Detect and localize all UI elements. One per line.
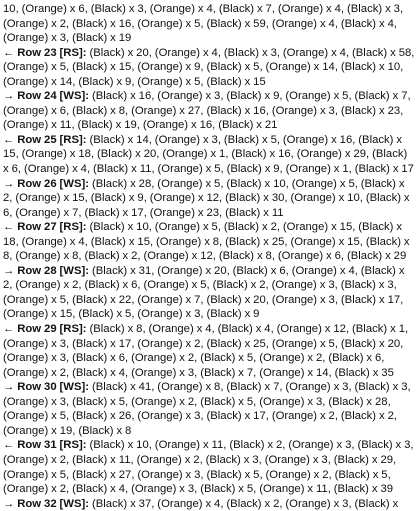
- row-text: 10, (Orange) x 6, (Black) x 3, (Orange) x 4, (Black) x 7, (Orange) x 4, (Black) x 3, (Orange) x 2, (Black) x 16, (Orange) x 5, (Black) x 59, (Orange) x 4, (Black) x 4, (Orange) x 3, (Black) x 19: [3, 3, 404, 45]
- row-28: [3, 264, 415, 322]
- row-24: [3, 89, 415, 133]
- row-22-continuation: [3, 2, 415, 46]
- row-32: [3, 497, 415, 511]
- row-text: (Black) x 20, (Orange) x 4, (Black) x 3, (Orange) x 4, (Black) x 58, (Orange) x 5, (Black) x 15, (Orange) x 9, (Black) x 5, (Orange) x 14, (Black) x 10, (Orange) x 14, (Black) x 9, (Orange) x 5, (Black) x 15: [3, 46, 415, 88]
- right-arrow-icon: →: [3, 381, 15, 394]
- row-23: [3, 46, 415, 90]
- row-label: Row 30 [WS]:: [17, 381, 90, 394]
- row-25: [3, 133, 415, 177]
- row-26: [3, 177, 415, 221]
- row-text: (Black) x 28, (Orange) x 5, (Black) x 10, (Orange) x 5, (Black) x 2, (Orange) x 15, (Black) x 9, (Orange) x 12, (Black) x 30, (Orange) x 10, (Black) x 6, (Orange) x 7, (Black) x 17, (Orange) x 23, (Black) x 11: [3, 177, 410, 219]
- row-text: (Black) x 31, (Orange) x 20, (Black) x 6, (Orange) x 4, (Black) x 2, (Orange) x 2, (Black) x 6, (Orange) x 5, (Black) x 2, (Orange) x 3, (Black) x 3, (Orange) x 5, (Black) x 22, (Orange) x 7, (Black) x 20, (Orange) x 3, (Black) x 17, (Orange) x 15, (Black) x 5, (Orange) x 3, (Black) x 9: [3, 264, 405, 321]
- left-arrow-icon: ←: [3, 133, 15, 146]
- row-label: Row 29 [RS]:: [17, 323, 87, 336]
- left-arrow-icon: ←: [3, 323, 15, 336]
- row-label: Row 32 [WS]:: [17, 497, 90, 510]
- left-arrow-icon: ←: [3, 439, 15, 452]
- row-label: Row 27 [RS]:: [17, 221, 87, 234]
- row-label: Row 24 [WS]:: [17, 90, 90, 103]
- left-arrow-icon: ←: [3, 221, 15, 234]
- right-arrow-icon: →: [3, 90, 15, 103]
- row-text: (Black) x 37, (Orange) x 4, (Black) x 2, (Orange) x 3, (Black) x: [91, 497, 399, 510]
- row-label: Row 23 [RS]:: [17, 46, 87, 59]
- right-arrow-icon: →: [3, 264, 15, 277]
- right-arrow-icon: →: [3, 497, 15, 510]
- row-31: [3, 438, 415, 496]
- row-label: Row 25 [RS]:: [17, 133, 87, 146]
- row-27: [3, 220, 415, 264]
- row-text: (Black) x 16, (Orange) x 3, (Black) x 9, (Orange) x 5, (Black) x 7, (Orange) x 6, (Black) x 8, (Orange) x 27, (Black) x 16, (Orange) x 3, (Black) x 23, (Orange) x 11, (Black) x 19, (Orange) x 16, (Black) x 21: [3, 90, 411, 132]
- row-30: [3, 380, 415, 438]
- row-text: (Black) x 10, (Orange) x 11, (Black) x 2, (Orange) x 3, (Black) x 3, (Orange) x 2, (Black) x 11, (Orange) x 2, (Black) x 3, (Orange) x 3, (Black) x 29, (Orange) x 5, (Black) x 27, (Orange) x 3, (Black) x 5, (Orange) x 2, (Black) x 5, (Orange) x 2, (Black) x 4, (Orange) x 3, (Black) x 5, (Orange) x 11, (Black) x 39: [3, 439, 414, 496]
- row-text: (Black) x 8, (Orange) x 4, (Black) x 4, (Orange) x 12, (Black) x 1, (Orange) x 3, (Black) x 17, (Orange) x 2, (Black) x 25, (Orange) x 5, (Black) x 20, (Orange) x 3, (Black) x 6, (Orange) x 2, (Black) x 5, (Orange) x 2, (Black) x 6, (Orange) x 2, (Black) x 4, (Orange) x 3, (Black) x 7, (Orange) x 14, (Black) x 35: [3, 323, 409, 379]
- row-text: (Black) x 41, (Orange) x 8, (Black) x 7, (Orange) x 3, (Black) x 3, (Orange) x 3, (Black) x 5, (Orange) x 2, (Black) x 5, (Orange) x 3, (Black) x 28, (Orange) x 5, (Black) x 26, (Orange) x 3, (Black) x 17, (Orange) x 2, (Black) x 2, (Orange) x 19, (Black) x 8: [3, 381, 411, 437]
- pattern-instructions: [3, 2, 415, 511]
- row-text: (Black) x 10, (Orange) x 5, (Black) x 2, (Orange) x 15, (Black) x 18, (Orange) x 4, (Black) x 15, (Orange) x 8, (Black) x 25, (Orange) x 15, (Black) x 8, (Orange) x 8, (Black) x 2, (Orange) x 12, (Black) x 8, (Orange) x 6, (Black) x 29: [3, 221, 410, 263]
- right-arrow-icon: →: [3, 177, 15, 190]
- row-label: Row 26 [WS]:: [17, 177, 90, 190]
- row-label: Row 31 [RS]:: [17, 439, 87, 452]
- row-29: [3, 322, 415, 380]
- row-label: Row 28 [WS]:: [17, 264, 90, 277]
- left-arrow-icon: ←: [3, 46, 15, 59]
- row-text: (Black) x 14, (Orange) x 3, (Black) x 5, (Orange) x 16, (Black) x 15, (Orange) x 18, (Black) x 20, (Orange) x 1, (Black) x 16, (Orange) x 29, (Black) x 6, (Orange) x 4, (Black) x 11, (Orange) x 5, (Black) x 9, (Orange) x 1, (Black) x 17: [3, 133, 414, 176]
